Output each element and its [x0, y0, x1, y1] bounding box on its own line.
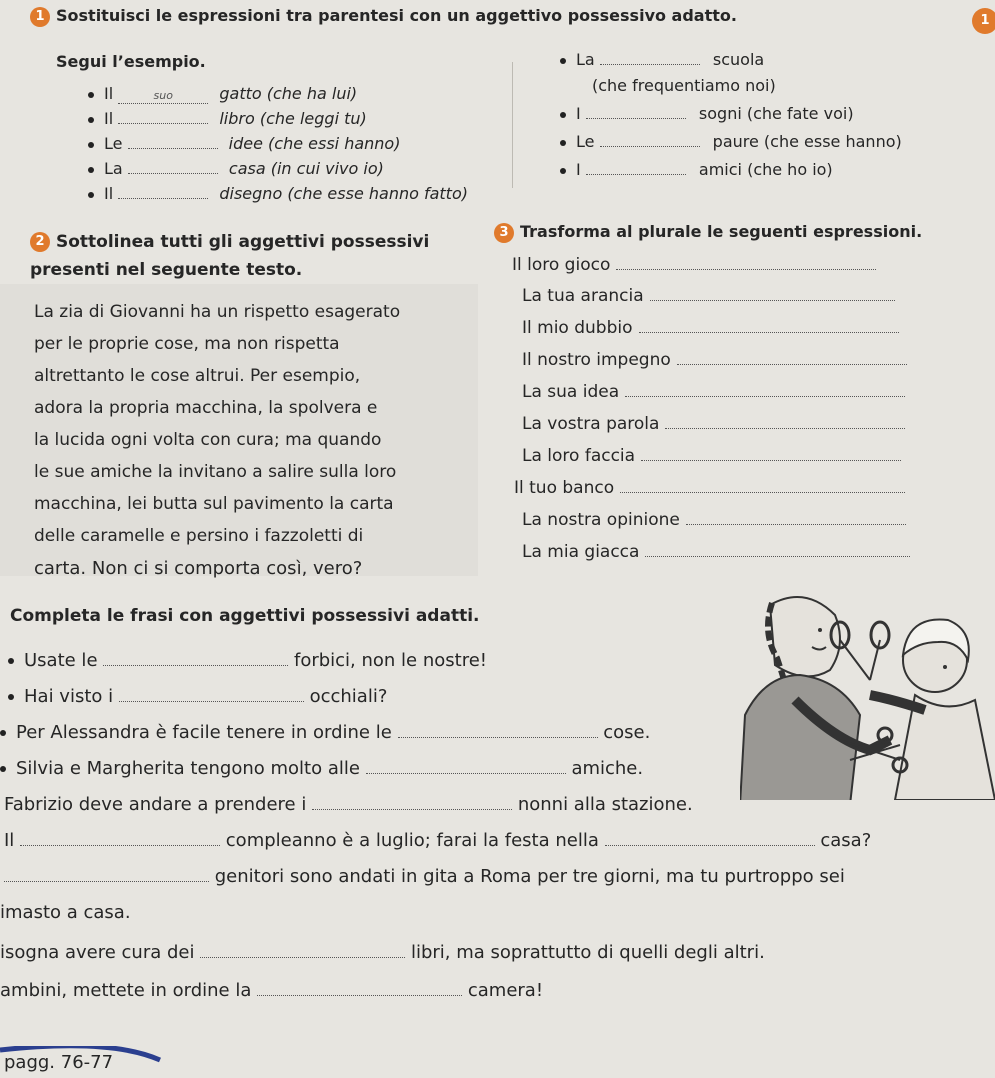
ex1-answer-field-1[interactable]: suo	[118, 84, 208, 104]
ex3-answer-field[interactable]	[686, 524, 906, 525]
ex2-text-line: delle caramelle e persino i fazzoletti di	[34, 526, 364, 546]
ex3-item: La nostra opinione	[522, 510, 906, 530]
ex4-sentence-9: isogna avere cura dei libri, ma soprattutto di quelli degli altri.	[0, 942, 765, 963]
ex1-answer-field-3[interactable]	[128, 148, 218, 149]
ex3-item: La mia giacca	[522, 542, 910, 562]
footer-pages: pagg. 76-77	[4, 1052, 114, 1073]
ex1-right-item-2: I sogni (che fate voi)	[560, 104, 854, 123]
ex4-sentence-7: genitori sono andati in gita a Roma per tre giorni, ma tu purtroppo sei	[4, 866, 845, 887]
ex4-answer-field-3[interactable]	[398, 737, 598, 738]
ex4-answer-field-2[interactable]	[119, 701, 304, 702]
ex4-sentence-1: Usate le forbici, non le nostre!	[8, 650, 487, 671]
footer	[0, 1046, 165, 1078]
ex1-number: 1	[30, 7, 50, 27]
ex4-title: Completa le frasi con aggettivi possessivi adatti.	[10, 606, 480, 626]
ex2-title: 2 Sottolinea tutti gli aggettivi possessivi	[30, 232, 429, 252]
ex1-right-item-1: La scuola	[560, 50, 764, 69]
ex2-text-line: la lucida ogni volta con cura; ma quando	[34, 430, 382, 450]
ex3-number: 3	[494, 223, 514, 243]
ex3-answer-field[interactable]	[616, 269, 876, 270]
ex4-sentence-4: Silvia e Margherita tengono molto alle amiche.	[0, 758, 643, 779]
ex3-item: Il nostro impegno	[522, 350, 907, 370]
ex2-text-line: adora la propria macchina, la spolvera e	[34, 398, 378, 418]
ex3-item: Il mio dubbio	[522, 318, 899, 338]
ex4-answer-field-1[interactable]	[103, 665, 288, 666]
ex3-answer-field[interactable]	[665, 428, 905, 429]
ex2-text-line: carta. Non ci si comporta così, vero?	[34, 558, 363, 579]
ex4-answer-field-6[interactable]	[20, 845, 220, 846]
ex2-number: 2	[30, 232, 50, 252]
ex3-item: Il loro gioco	[512, 255, 876, 275]
ex1-left-item-1: Il suo gatto (che ha lui)	[88, 84, 357, 104]
ex4-answer-field-7[interactable]	[605, 845, 815, 846]
ex1-title: 1 Sostituisci le espressioni tra parentesi con un aggettivo possessivo adatto.	[30, 6, 737, 27]
ex3-answer-field[interactable]	[641, 460, 901, 461]
ex4-answer-field-5[interactable]	[312, 809, 512, 810]
ex1-answer-field-6[interactable]	[600, 64, 700, 65]
ex1-right-item-4: I amici (che ho io)	[560, 160, 833, 179]
ex3-answer-field[interactable]	[639, 332, 899, 333]
ex2-text-line: per le proprie cose, ma non rispetta	[34, 334, 340, 354]
ex1-answer-field-5[interactable]	[118, 198, 208, 199]
ex1-left-item-4: La casa (in cui vivo io)	[88, 159, 384, 178]
boy-body	[895, 695, 995, 800]
ex1-answer-field-7[interactable]	[586, 118, 686, 119]
ex2-title-2: presenti nel seguente testo.	[30, 260, 303, 280]
ex4-sentence-8: imasto a casa.	[0, 902, 131, 923]
ex3-item: La tua arancia	[522, 286, 895, 306]
ex4-sentence-10: ambini, mettete in ordine la camera!	[0, 980, 544, 1001]
ex1-right-item-3: Le paure (che esse hanno)	[560, 132, 902, 151]
ex2-text-line: macchina, lei butta sul pavimento la carta	[34, 494, 394, 514]
ex4-answer-field-8[interactable]	[4, 881, 209, 882]
ex1-subtitle: Segui l’esempio.	[56, 52, 206, 71]
ex1-answer-field-2[interactable]	[118, 123, 208, 124]
ex3-answer-field[interactable]	[620, 492, 905, 493]
ex4-answer-field-10[interactable]	[257, 995, 462, 996]
girl-eye	[818, 628, 822, 632]
ex2-text-line: altrettanto le cose altrui. Per esempio,	[34, 366, 361, 386]
ex1-left-item-2: Il libro (che leggi tu)	[88, 109, 367, 128]
ex3-answer-field[interactable]	[650, 300, 895, 301]
ex3-item: Il tuo banco	[514, 478, 905, 498]
children-illustration	[740, 585, 995, 800]
ex4-sentence-3: Per Alessandra è facile tenere in ordine le cose.	[0, 722, 650, 743]
ex3-title: 3 Trasforma al plurale le seguenti espressioni.	[494, 222, 922, 243]
ex4-sentence-5: Fabrizio deve andare a prendere i nonni alla stazione.	[4, 794, 693, 815]
ex3-item: La vostra parola	[522, 414, 905, 434]
ex1-right-item-1-hint: (che frequentiamo noi)	[592, 76, 776, 95]
ex3-answer-field[interactable]	[625, 396, 905, 397]
ex1-answer-field-4[interactable]	[128, 173, 218, 174]
ex1-left-item-5: Il disegno (che esse hanno fatto)	[88, 184, 468, 203]
ex2-text-line: le sue amiche la invitano a salire sulla loro	[34, 462, 397, 482]
ex3-answer-field[interactable]	[677, 364, 907, 365]
ex4-sentence-2: Hai visto i occhiali?	[8, 686, 387, 707]
ex2-text-line: La zia di Giovanni ha un rispetto esagerato	[34, 302, 401, 322]
ex1-answer-field-9[interactable]	[586, 174, 686, 175]
ex4-answer-field-4[interactable]	[366, 773, 566, 774]
ex3-answer-field[interactable]	[645, 556, 910, 557]
ex4-answer-field-9[interactable]	[200, 957, 405, 958]
boy-eye	[943, 665, 947, 669]
ex1-divider	[512, 62, 513, 188]
ex3-item: La loro faccia	[522, 446, 901, 466]
ex3-item: La sua idea	[522, 382, 905, 402]
page-number-badge: 1	[972, 8, 995, 34]
ex4-sentence-6: Il compleanno è a luglio; farai la festa nella casa?	[4, 830, 872, 851]
ex1-answer-field-8[interactable]	[600, 146, 700, 147]
ex1-left-item-3: Le idee (che essi hanno)	[88, 134, 400, 153]
